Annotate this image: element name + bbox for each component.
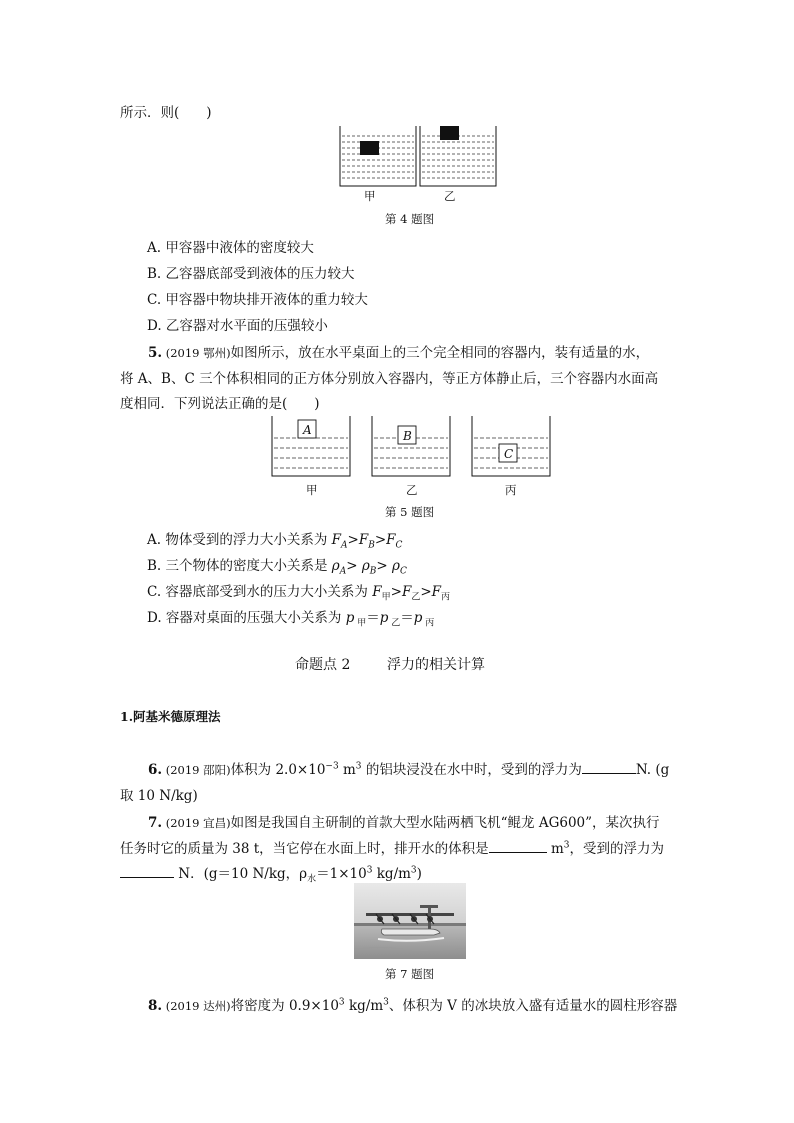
q7-line1: 7. (2019 宜昌)如图是我国自主研制的首款大型水陆两栖飞机“鲲龙 AG600”，某次执行 xyxy=(148,815,660,831)
q5-container-3 xyxy=(472,416,550,476)
q5-text1: 如图所示，放在水平桌面上的三个完全相同的容器内，装有适量的水， xyxy=(230,345,650,361)
q5-source: (2019 鄂州) xyxy=(162,346,231,360)
q5-option-c: C. 容器底部受到水的压力大小关系为 $F_甲>F_乙>F_丙$ xyxy=(147,584,451,603)
q5-line2: 将 A、B、C 三个体积相同的正方体分别放入容器内，等正方体静止后，三个容器内水面高 xyxy=(120,371,659,387)
q5-option-b: B. 三个物体的密度大小关系是 $\rho_A> \rho_B> \rho_C$ xyxy=(147,558,407,577)
q5-container-2 xyxy=(372,416,450,476)
q7-buoyancy-blank[interactable] xyxy=(120,865,174,878)
q7-aircraft-photo xyxy=(354,883,466,959)
q4-label-left: 甲 xyxy=(364,189,376,203)
q7-line2: 任务时它的质量为 38 t，当它停在水面上时，排开水的体积是 $m^3$，受到的浮力为 xyxy=(120,840,665,857)
section-title-left: 命题点 2 xyxy=(295,657,351,673)
section-title-right: 浮力的相关计算 xyxy=(387,657,485,673)
q8-number: 8. xyxy=(148,998,163,1014)
q5-line3: 度相同．下列说法正确的是( ) xyxy=(120,396,320,412)
q4-block-right xyxy=(440,126,459,140)
q5-label-3: 丙 xyxy=(505,483,517,497)
q5-block-c: C xyxy=(504,447,514,461)
q7-volume-blank[interactable] xyxy=(489,840,547,853)
q7-number: 7. xyxy=(148,815,163,831)
section-subheading: 1.阿基米德原理法 xyxy=(120,709,221,724)
q5-label-2: 乙 xyxy=(406,483,418,497)
q4-option-b: B. 乙容器底部受到液体的压力较大 xyxy=(147,266,355,282)
q5-block-b: B xyxy=(403,429,412,443)
q5-option-a: A. 物体受到的浮力大小关系为 $F_A>F_B>F_C$ xyxy=(147,532,403,551)
q6-line2: 取 10 N/kg) xyxy=(120,788,198,804)
q5-line1 xyxy=(148,341,649,361)
q4-label-right: 乙 xyxy=(444,189,456,203)
q5-number: 5. xyxy=(148,345,163,361)
q4-caption: 第 4 题图 xyxy=(385,212,435,226)
q5-caption: 第 5 题图 xyxy=(385,505,435,519)
q6-number: 6. xyxy=(148,762,163,778)
q6-line1: 6. (2019 邵阳)体积为 $2.0\times 10^{-3}$ $m^3$ 的铝块浸没在水中时，受到的浮力为 N. (g xyxy=(148,761,670,778)
q5-label-1: 甲 xyxy=(306,483,318,497)
q7-line3: N．(g＝10 N/kg，$\rho_水=1\times 10^3$ $kg/m^3$) xyxy=(120,862,422,885)
q5-block-a: A xyxy=(303,423,312,437)
q4-container-left xyxy=(340,126,416,186)
q4-container-right xyxy=(420,126,496,186)
q4-figure xyxy=(338,122,498,202)
q8-line1: 8. (2019 达州)将密度为 $0.9\times 10^3$ $kg/m^3$、体积为 V 的冰块放入盛有适量水的圆柱形容器 xyxy=(148,997,678,1014)
q4-option-d: D. 乙容器对水平面的压强较小 xyxy=(147,318,328,334)
q4-option-c: C. 甲容器中物块排开液体的重力较大 xyxy=(147,292,368,308)
q4-block-left xyxy=(360,141,379,155)
q4-stem-tail: 所示．则( ) xyxy=(120,105,212,121)
q7-caption: 第 7 题图 xyxy=(385,967,435,981)
q5-option-d: D. 容器对桌面的压强大小关系为 p $_甲$＝p $_乙$＝p $_丙$ xyxy=(147,610,435,629)
q4-option-a: A. 甲容器中液体的密度较大 xyxy=(147,240,314,256)
q6-answer-blank[interactable] xyxy=(582,761,636,774)
